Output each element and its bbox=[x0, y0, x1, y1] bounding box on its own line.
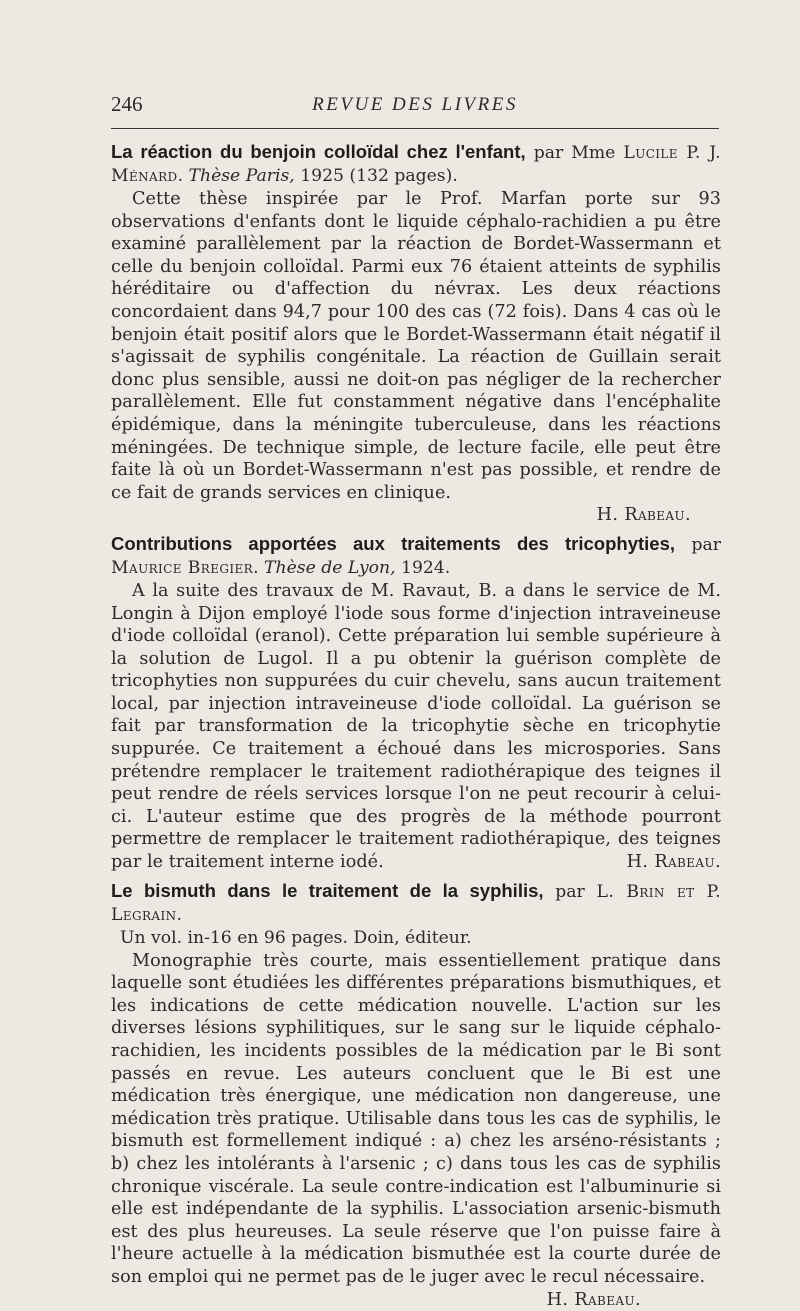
review-source: Thèse de Lyon, bbox=[264, 557, 396, 578]
review-author: Lucile P. J. Ménard bbox=[111, 143, 722, 186]
review-heading: Contributions apportées aux traitements des tricophyties, par Maurice Bregier. Thèse de Lyon, 1924. bbox=[111, 532, 721, 578]
review-source: Thèse Paris, bbox=[188, 166, 295, 186]
review-by: par bbox=[555, 881, 585, 902]
review-body bbox=[111, 950, 721, 1310]
review-title: La réaction du benjoin colloïdal chez l'enfant, bbox=[111, 141, 526, 162]
review-bismuth bbox=[111, 879, 722, 1310]
review-tricophyties bbox=[111, 532, 721, 874]
review-body: Cette thèse inspirée par le Prof. Marfan porte sur 93 observations d'enfants dont le liquide céphalo-rachidien a pu être examiné parallèlement par la réaction de Bordet-Wassermann et celle du benjoin colloïdal. Parmi eux 76 étaient atteints de syphilis héréditaire ou d'affection du névrax. Les deux réactions concordaient dans 94,7 pour 100 des cas (72 fois). Dans 4 cas où le benjoin était positif alors que le Bordet-Wassermann était négatif il s'agissait de syphilis congénitale. La réaction de Guillain serait donc plus sensible, aussi ne doit-on pas négliger de la rechercher parallèlement. Elle fut constamment négative dans l'encéphalite épidémique, dans la méningite tuberculeuse, dans les réactions méningées. De technique simple, de lecture facile, elle peut être faite là où un Bordet-Wassermann n'est pas possible, et rendre de ce fait de grands services en clinique. bbox=[111, 189, 721, 503]
running-head bbox=[111, 92, 719, 120]
review-signature: H. Rabeau. bbox=[596, 505, 691, 526]
review-heading: La réaction du benjoin colloïdal chez l'enfant, par Mme Lucile P. J. Ménard. Thèse Paris, 1925 (132 pages). bbox=[111, 141, 722, 186]
header-rule bbox=[111, 128, 719, 129]
review-author: Maurice Bregier bbox=[111, 557, 254, 578]
reviews-section bbox=[111, 140, 721, 1311]
review-title: Contributions apportées aux traitements des tricophyties, bbox=[111, 532, 676, 554]
review-signature: H. Rabeau. bbox=[546, 1289, 641, 1310]
review-body bbox=[111, 580, 721, 874]
review-by: par bbox=[691, 534, 721, 555]
review-heading bbox=[111, 879, 721, 950]
review-details: 1924. bbox=[401, 557, 451, 578]
review-signature: H. Rabeau. bbox=[626, 852, 721, 873]
review-details: Un vol. in-16 en 96 pages. Doin, éditeur. bbox=[120, 927, 472, 948]
journal-title: REVUE DES LIVRES bbox=[312, 94, 518, 115]
review-body-text: A la suite des travaux de M. Ravaut, B. a dans le service de M. Longin à Dijon employé l'iode sous forme d'injection intraveineuse d'iode colloïdal (eranol). Cette préparation lui semble supérieure à la solution de Lugol. Il a pu obtenir la guérison complète de tricophyties non suppurées du cuir chevelu, sans aucun traitement local, par injection intraveineuse d'iode colloïdal. La guérison se fait par transformation de la tricophytie sèche en tricophytie suppurée. Ce traitement a échoué dans les microspories. Sans prétendre remplacer le traitement radiothérapique des teignes il peut rendre de réels services lorsque l'on ne peut recourir à celui-ci. L'auteur estime que des progrès de la méthode pourront permettre de remplacer le traitement radiothérapique, des teignes par le traitement interne iodé. bbox=[111, 580, 721, 873]
review-title: Le bismuth dans le traitement de la syphilis, bbox=[111, 879, 544, 901]
review-body-text: Monographie très courte, mais essentiellement pratique dans laquelle sont étudiées les différentes préparations bismuthiques, et les indications de cette médication nouvelle. L'action sur les diverses lésions syphilitiques, sur le sang sur le liquide céphalo-rachidien, les incidents possibles de la médication par le Bi sont passés en revue. Les auteurs concluent que le Bi est une médication très énergique, une médication non dangereuse, une médication très pratique. Utilisable dans tous les cas de syphilis, le bismuth est formellement indiqué : a) chez les arséno-résistants ; b) chez les intolérants à l'arsenic ; c) dans tous les cas de syphilis chronique viscérale. La seule contre-indication est l'albuminurie si elle est indépendante de la syphilis. L'association arsenic-bismuth est des plus heureuses. La seule réserve que l'on puisse faire à l'heure actuelle à la médication bismuthée est la courte durée de son emploi qui ne permet pas de le juger avec le recul nécessaire. bbox=[111, 950, 721, 1287]
page-number: 246 bbox=[111, 92, 143, 116]
review-author: L. Brin et P. Legrain. bbox=[111, 881, 722, 925]
review-by: par Mme bbox=[533, 143, 616, 163]
review-details: 1925 (132 pages). bbox=[300, 166, 458, 186]
review-benjoin bbox=[111, 140, 721, 527]
